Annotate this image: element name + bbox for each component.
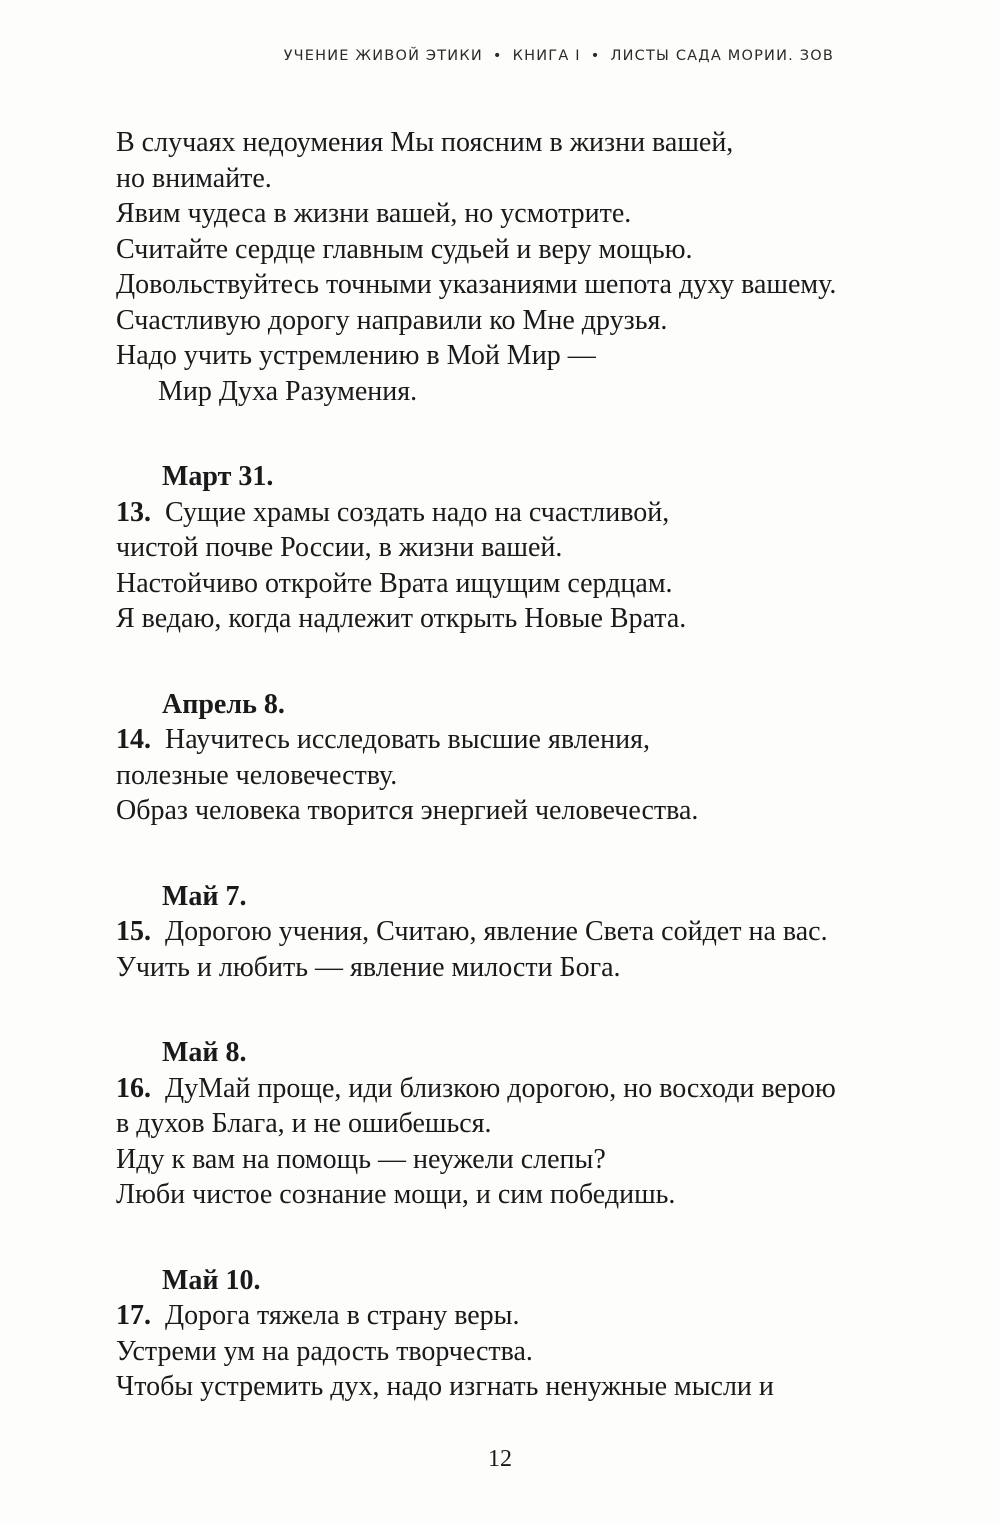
indented-line: Мир Духа Разумения. [158,375,418,407]
text-line: Довольствуйтесь точными указаниями шепота духу вашему. [116,269,837,300]
text-line: но внимайте. [116,162,272,194]
intro-paragraph [116,125,966,409]
text-line: Устреми ум на радость творчества. [116,1335,533,1367]
header-series: УЧЕНИЕ ЖИВОЙ ЭТИКИ [283,48,483,64]
text-line: Учить и любить — явление милости Бога. [116,951,621,983]
entry-number: 15. [116,916,151,947]
text-line: Иду к вам на помощь — неужели слепы? [116,1143,606,1175]
entry-date: Март 31. [162,461,274,492]
entry-first-line: Дорогою учения, Считаю, явление Света сойдет на вас. [165,916,828,947]
page-body [116,125,966,1405]
entry-first-line: Дорога тяжела в страну веры. [165,1300,520,1331]
entry-first-line: ДуМай проще, иди близкою дорогою, но восходи верою [165,1072,836,1104]
text-line: Считайте сердце главным судьей и веру мощью. [116,233,693,265]
entry-15 [116,879,966,986]
header-title: ЛИСТЫ САДА МОРИИ. ЗОВ [610,48,834,64]
text-line: чистой почве России, в жизни вашей. [116,532,563,563]
text-line: Счастливую дорогу направили ко Мне друзья. [116,304,668,336]
text-line: Я ведаю, когда надлежит открыть Новые Врата. [116,603,687,634]
entry-date: Май 7. [162,880,247,912]
text-line: Люби чистое сознание мощи, и сим победишь. [116,1179,676,1210]
entry-first-line: Сущие храмы создать надо на счастливой, [165,496,670,528]
text-line: полезные человечеству. [116,759,398,791]
entry-number: 17. [116,1300,151,1331]
entry-date: Апрель 8. [162,688,285,720]
entry-number: 14. [116,724,151,755]
header-separator: • [492,48,503,64]
entry-16 [116,1035,966,1213]
entry-13 [116,459,966,637]
header-separator: • [590,48,601,64]
running-header [284,48,834,64]
header-book: КНИГА I [512,48,581,64]
text-line: Явим чудеса в жизни вашей, но усмотрите. [116,198,632,229]
text-line: Надо учить устремлению в Мой Мир — [116,340,596,371]
page-number: 12 [488,1446,512,1472]
entry-14 [116,687,966,829]
text-line: Образ человека творится энергией человечества. [116,795,699,826]
text-line: Настойчиво откройте Врата ищущим сердцам. [116,567,673,599]
entry-number: 16. [116,1072,151,1104]
entry-date: Май 8. [162,1037,247,1068]
text-line: Чтобы устремить дух, надо изгнать ненужные мысли и [116,1371,774,1402]
entry-first-line: Научитесь исследовать высшие явления, [165,724,650,755]
text-line: в духов Блага, и не ошибешься. [116,1108,492,1139]
entry-date: Май 10. [162,1264,261,1296]
entry-number: 13. [116,496,151,528]
entry-17 [116,1263,966,1405]
text-line: В случаях недоумения Мы поясним в жизни вашей, [116,127,734,158]
